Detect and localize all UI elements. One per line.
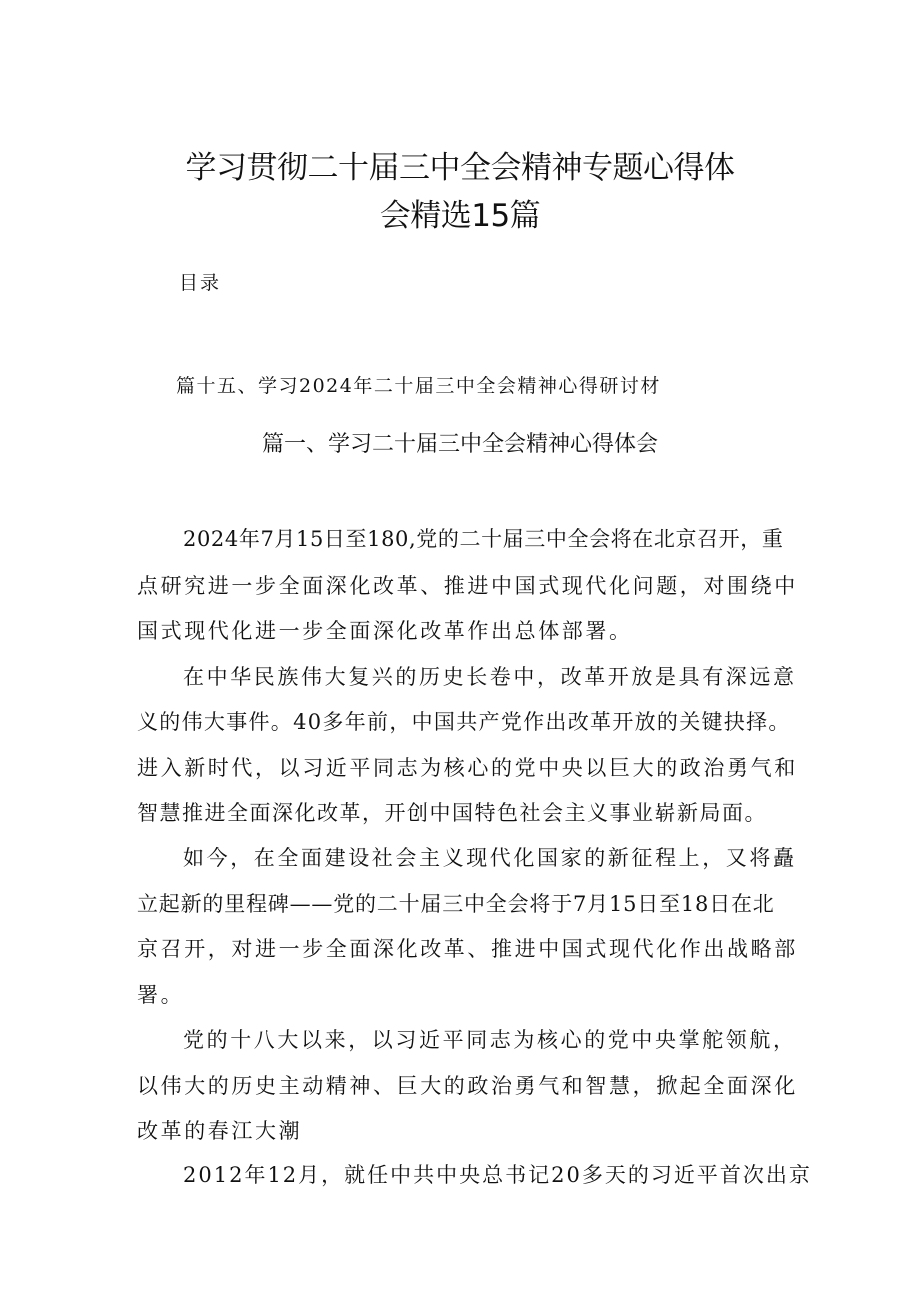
paragraph-line: 智慧推进全面深化改革，开创中国特色社会主义事业崭新局面。 [137, 801, 767, 825]
paragraph-line: 署。 [137, 983, 185, 1007]
document-title-line-2: 会精选15篇 [379, 198, 541, 234]
paragraph-line: 2012年12月，就任中共中央总书记20多天的习近平首次出京 [183, 1163, 812, 1187]
paragraph-line: 以伟大的历史主动精神、巨大的政治勇气和智慧，掀起全面深化 [137, 1074, 798, 1098]
paragraph-line: 国式现代化进一步全面深化改革作出总体部署。 [137, 619, 633, 643]
paragraph-line: 立起新的里程碑——党的二十届三中全会将于7月15日至18日在北 [137, 892, 775, 916]
paragraph-line: 点研究进一步全面深化改革、推进中国式现代化问题，对围绕中 [137, 574, 798, 598]
paragraph-line: 2024年7月15日至180,党的二十届三中全会将在北京召开，重 [183, 527, 784, 551]
paragraph-line: 党的十八大以来，以习近平同志为核心的党中央掌舵领航， [183, 1028, 797, 1052]
paragraph-line: 在中华民族伟大复兴的历史长卷中，改革开放是具有深远意 [183, 665, 797, 689]
document-title-line-1: 学习贯彻二十届三中全会精神专题心得体 [185, 150, 735, 186]
paragraph-line: 改革的春江大潮 [137, 1119, 303, 1143]
toc-label: 目录 [179, 272, 222, 294]
paragraph-line: 京召开，对进一步全面深化改革、推进中国式现代化作出战略部 [137, 937, 798, 961]
paragraph-line: 进入新时代，以习近平同志为核心的党中央以巨大的政治勇气和 [137, 756, 798, 780]
paragraph-line: 如今，在全面建设社会主义现代化国家的新征程上，又将矗 [183, 846, 797, 870]
paragraph-line: 义的伟大事件。40多年前，中国共产党作出改革开放的关键抉择。 [137, 710, 791, 734]
section-heading: 篇一、学习二十届三中全会精神心得体会 [261, 432, 658, 457]
toc-entry: 篇十五、学习2024年二十届三中全会精神心得研讨材 [176, 375, 661, 397]
